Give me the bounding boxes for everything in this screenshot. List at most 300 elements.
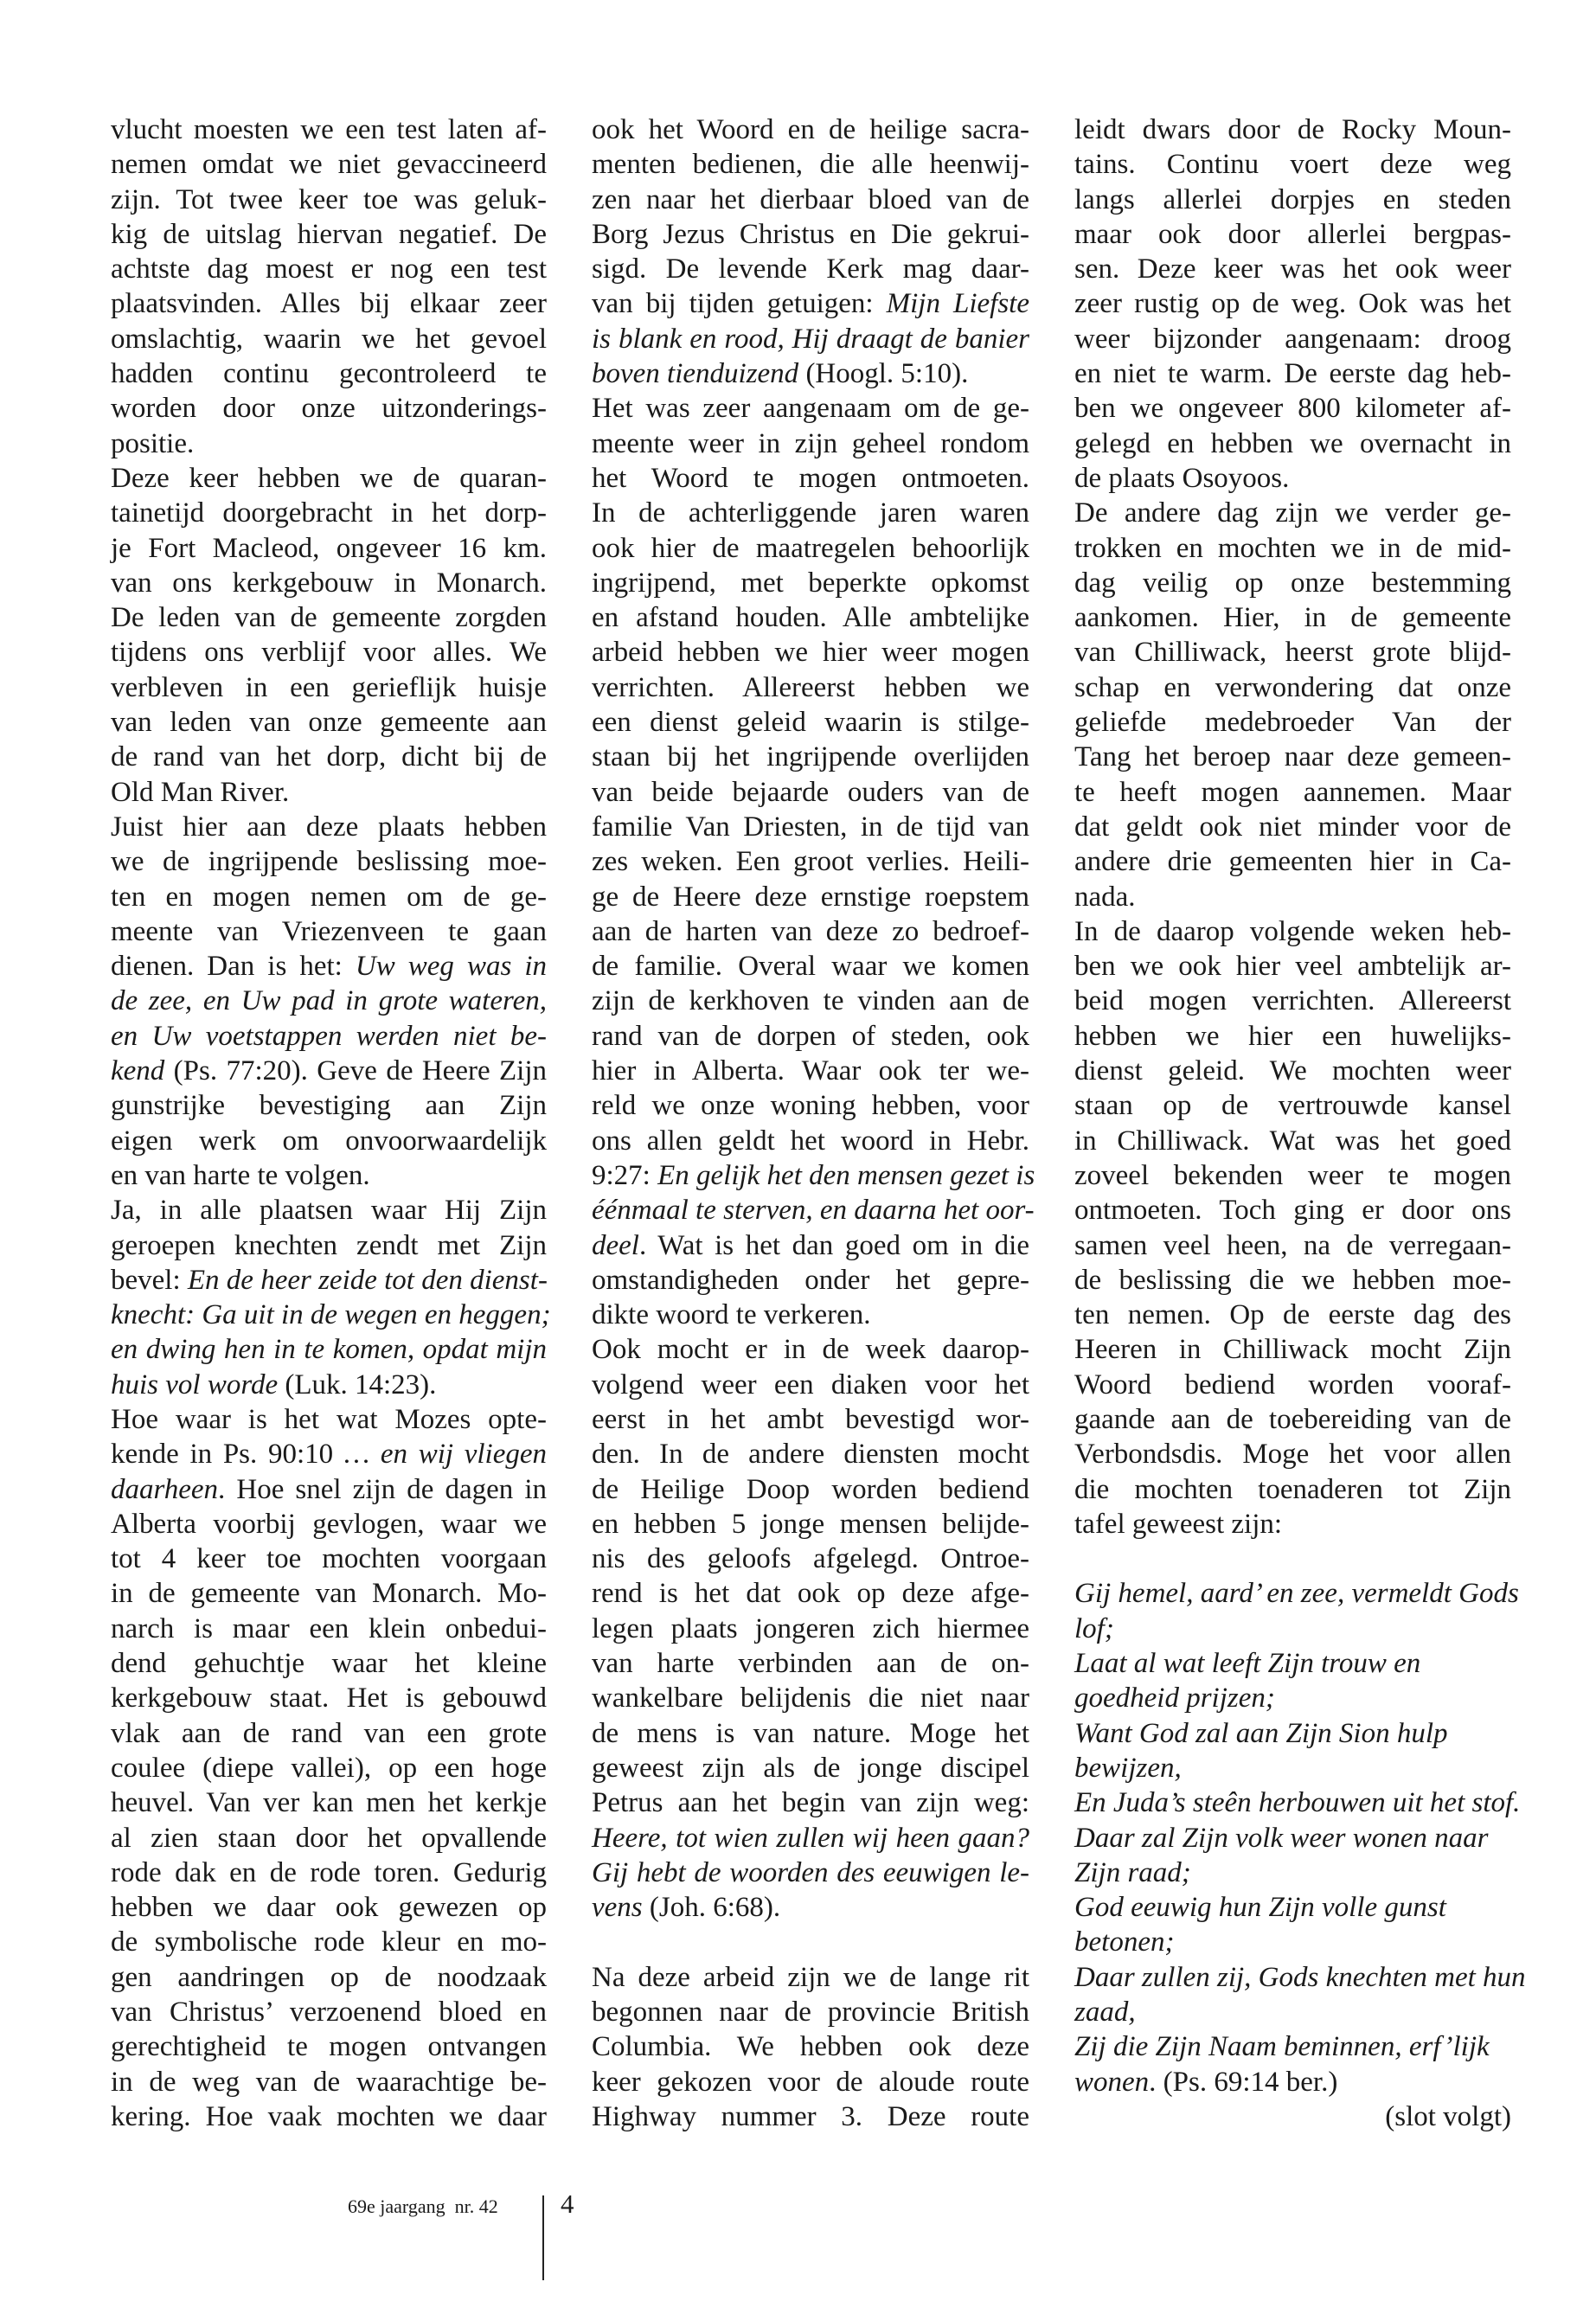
text-run: zen naar het dierbaar bloed van de: [592, 183, 1029, 215]
text-line: [592, 1821, 1029, 1856]
paragraph: [1074, 112, 1511, 496]
text-run: Borg Jezus Christus en Die gekrui-: [592, 218, 1029, 250]
text-line: [1074, 1472, 1511, 1507]
text-line: [592, 1158, 1035, 1193]
text-line: [1074, 112, 1511, 147]
italic-quote: Zij die Zijn Naam beminnen, erf’lijk: [1074, 2031, 1490, 2063]
text-run: van bij tijden getuigen:: [592, 288, 887, 320]
text-run: rend is het dat ook op deze afge-: [592, 1578, 1029, 1610]
text-run: De andere dag zijn we verder ge-: [1074, 497, 1511, 529]
text-run: ten nemen. Op de eerste dag des: [1074, 1299, 1511, 1331]
text-line: [111, 635, 547, 670]
text-run: staan op de vertrouwde kansel: [1074, 1090, 1511, 1122]
text-line: [1074, 635, 1511, 670]
text-run: samen veel heen, na de verregaan-: [1074, 1229, 1511, 1261]
text-line: [111, 1228, 547, 1263]
continuation-note: [1074, 2099, 1511, 2134]
text-run: kig de uitslag hiervan negatief. De: [111, 218, 547, 250]
text-line: [592, 600, 1029, 635]
text-run: menten bedienen, die alle heenwij-: [592, 149, 1029, 181]
text-run: heuvel. Van ver kan men het kerkje: [111, 1787, 547, 1819]
italic-quote: knecht: Ga uit in de wegen en heggen;: [111, 1299, 551, 1331]
paragraph-gap: [1074, 1541, 1511, 1576]
text-run: Tang het beroep naar deze gemeen-: [1074, 741, 1511, 773]
text-run: langs allerlei dorpjes en steden: [1074, 183, 1511, 215]
quoted-verse: [1074, 1576, 1526, 2099]
text-run: een dienst geleid waarin is stilge-: [592, 707, 1029, 739]
text-run: coulee (diepe vallei), op een hoge: [111, 1752, 547, 1784]
text-line: [1074, 670, 1511, 705]
text-run: zoveel bekenden weer te mogen: [1074, 1159, 1511, 1191]
italic-quote: éénmaal te sterven, en daarna het oor-: [592, 1195, 1035, 1227]
text-line: [1074, 1019, 1511, 1054]
text-run: tainetijd doorgebracht in het dorp-: [111, 497, 547, 529]
paragraph: [111, 810, 547, 1193]
text-run: leidt dwars door de Rocky Moun-: [1074, 114, 1511, 145]
text-run: eigen werk om onvoorwaardelijk: [111, 1125, 547, 1157]
text-line: [1074, 1925, 1511, 1959]
italic-quote: Want God zal aan Zijn Sion hulp: [1074, 1717, 1448, 1749]
text-run: dag veilig op onze bestemming: [1074, 567, 1511, 599]
text-run: van leden van onze gemeente aan: [111, 707, 547, 739]
text-line: [111, 775, 547, 810]
text-line: [1074, 1995, 1511, 2029]
text-line: [592, 1785, 1029, 1820]
text-line: [592, 1193, 1035, 1227]
italic-quote: bewijzen,: [1074, 1752, 1182, 1784]
text-line: [592, 1960, 1029, 1995]
text-run: de Heilige Doop worden bediend: [592, 1473, 1029, 1505]
text-run: meente van Vriezenveen te gaan: [111, 915, 547, 947]
text-run: familie Van Driesten, in de tijd van: [592, 811, 1029, 843]
text-run: andere drie gemeenten hier in Ca-: [1074, 846, 1511, 878]
text-line: [1074, 531, 1511, 566]
text-run: kering. Hoe vaak mochten we daar: [111, 2100, 547, 2132]
text-run: volgend weer een diaken voor het: [592, 1368, 1029, 1400]
italic-quote: deel: [592, 1229, 639, 1261]
text-line: [1074, 183, 1511, 217]
text-line: [1074, 2099, 1511, 2134]
text-line: [111, 844, 547, 879]
italic-quote: en Uw voetstappen werden niet be-: [111, 1020, 547, 1052]
italic-quote: daarheen: [111, 1473, 219, 1505]
paragraph: [1074, 914, 1511, 1541]
text-line: [592, 322, 1029, 356]
text-run: Alberta voorbij gevlogen, waar we: [111, 1508, 547, 1540]
text-run: zijn. Tot twee keer toe was geluk-: [111, 183, 547, 215]
text-line: [592, 1402, 1029, 1437]
text-line: [592, 112, 1029, 147]
text-run: ten en mogen nemen om de ge-: [111, 881, 547, 913]
text-line: [1074, 1960, 1526, 1995]
text-line: [1074, 1716, 1511, 1751]
text-line: [592, 1228, 1029, 1263]
text-run: zijn de kerkhoven te vinden aan de: [592, 985, 1029, 1017]
text-line: [111, 1437, 547, 1471]
text-line: [592, 1019, 1029, 1054]
text-line: [111, 740, 547, 774]
paragraph: [592, 391, 1035, 1332]
italic-quote: goedheid prijzen;: [1074, 1682, 1275, 1715]
text-line: [592, 1890, 1029, 1925]
text-line: [1074, 461, 1511, 496]
text-line: [592, 775, 1029, 810]
text-line: [592, 1751, 1029, 1785]
italic-quote: Daar zullen zij, Gods knechten met hun: [1074, 1961, 1526, 1993]
text-run: dienst geleid. We mochten weer: [1074, 1055, 1511, 1087]
text-run: de rand van het dorp, dicht bij de: [111, 741, 547, 773]
paragraph: [111, 461, 547, 810]
text-line: [592, 740, 1029, 774]
text-line: [1074, 844, 1511, 879]
paragraph: [111, 1402, 547, 2134]
text-line: [111, 2029, 547, 2064]
text-run: geliefde medebroeder Van der: [1074, 707, 1511, 739]
text-line: [1074, 426, 1511, 461]
text-line: [592, 183, 1029, 217]
text-line: [1074, 1785, 1521, 1820]
text-run: wankelbare belijdenis die niet naar: [592, 1682, 1029, 1715]
text-run: meente weer in zijn geheel rondom: [592, 427, 1029, 459]
text-line: [111, 1263, 547, 1298]
italic-quote: … en wij vliegen: [343, 1439, 547, 1471]
text-line: [111, 1576, 547, 1611]
italic-quote: en dwing hen in te komen, opdat mijn: [111, 1334, 547, 1366]
italic-quote: Daar zal Zijn volk weer wonen naar: [1074, 1822, 1489, 1854]
text-line: [111, 286, 547, 321]
text-run: omslachtig, waarin we het gevoel: [111, 323, 547, 355]
text-line: [111, 566, 547, 600]
text-line: [111, 1193, 547, 1227]
text-line: [592, 356, 1029, 391]
text-line: [111, 1925, 547, 1959]
text-line: [1074, 1646, 1511, 1681]
text-line: [592, 810, 1029, 844]
text-run: positie.: [111, 427, 195, 459]
text-line: [1074, 2029, 1511, 2064]
text-line: [592, 1716, 1029, 1751]
text-line: [111, 1856, 547, 1890]
text-line: [111, 1124, 547, 1158]
text-run: 9:27:: [592, 1159, 658, 1191]
text-line: [1074, 880, 1511, 914]
text-run: de familie. Overal waar we komen: [592, 951, 1029, 983]
text-run: Heeren in Chilliwack mocht Zijn: [1074, 1334, 1511, 1366]
italic-quote: Heere, tot wien zullen wij heen gaan?: [592, 1822, 1029, 1854]
text-line: [111, 147, 547, 182]
text-run: in de gemeente van Monarch. Mo-: [111, 1578, 547, 1610]
page-number: 4: [561, 2189, 574, 2219]
text-run: arbeid hebben we hier weer mogen: [592, 637, 1029, 669]
text-run: achtste dag moest er nog een test: [111, 253, 547, 285]
text-line: [111, 1541, 547, 1576]
text-line: [111, 322, 547, 356]
text-run: Ook mocht er in de week daarop-: [592, 1334, 1029, 1366]
text-run: de mens is van nature. Moge het: [592, 1717, 1029, 1749]
text-run: van ons kerkgebouw in Monarch.: [111, 567, 547, 599]
text-line: [111, 1960, 547, 1995]
text-line: [592, 217, 1029, 252]
column-1: [111, 112, 551, 2134]
text-run: (Luk. 14:23).: [278, 1368, 437, 1400]
text-line: [111, 1507, 547, 1541]
text-line: [1074, 252, 1511, 286]
text-run: ook het Woord en de heilige sacra-: [592, 114, 1029, 145]
italic-quote: Gij hebt de woorden des eeuwigen le-: [592, 1856, 1029, 1888]
text-run: begonnen naar de provincie British: [592, 1997, 1029, 2029]
text-run: tafel geweest zijn:: [1074, 1508, 1283, 1540]
text-run: gen aandringen op de noodzaak: [111, 1961, 547, 1993]
text-line: [592, 2099, 1029, 2134]
text-line: [592, 252, 1029, 286]
text-line: [1074, 1751, 1511, 1785]
text-run: beid mogen verrichten. Allereerst: [1074, 985, 1511, 1017]
text-line: [111, 1368, 547, 1402]
text-run: ontmoeten. Toch ging er door ons: [1074, 1195, 1511, 1227]
text-run: sigd. De levende Kerk mag daar-: [592, 253, 1029, 285]
text-line: [592, 1472, 1029, 1507]
text-run: In de daarop volgende weken heb-: [1074, 915, 1511, 947]
text-run: . (Ps. 69:14 ber.): [1149, 2066, 1338, 2098]
text-line: [111, 1681, 547, 1715]
text-line: [1074, 1124, 1511, 1158]
text-line: [111, 2099, 547, 2134]
italic-quote: vens: [592, 1892, 643, 1924]
text-line: [1074, 1158, 1511, 1193]
text-run: je Fort Macleod, ongeveer 16 km.: [111, 532, 547, 564]
text-run: Ja, in alle plaatsen waar Hij Zijn: [111, 1195, 547, 1227]
text-line: [111, 810, 547, 844]
text-line: [111, 1019, 547, 1054]
text-line: [1074, 1612, 1511, 1646]
text-run: . Wat is het dan goed om in die: [638, 1229, 1029, 1261]
italic-quote: En de heer zeide tot den dienst-: [187, 1264, 548, 1296]
text-run: Highway nummer 3. Deze route: [592, 2100, 1029, 2132]
text-run: en van harte te volgen.: [111, 1159, 370, 1191]
text-run: . Hoe snel zijn de dagen in: [218, 1473, 547, 1505]
text-line: [1074, 1576, 1519, 1611]
text-run: nis des geloofs afgelegd. Ontroe-: [592, 1543, 1029, 1575]
text-line: [111, 670, 547, 705]
text-line: [111, 1332, 547, 1367]
text-line: [592, 670, 1029, 705]
text-run: en niet te warm. De eerste dag heb-: [1074, 358, 1511, 390]
italic-quote: En gelijk het den mensen gezet is: [657, 1159, 1035, 1191]
text-run: van Christus’ verzoenend bloed en: [111, 1997, 547, 2029]
text-line: [592, 1576, 1029, 1611]
text-line: [592, 566, 1029, 600]
text-line: [1074, 356, 1511, 391]
text-line: [1074, 147, 1511, 182]
text-line: [111, 1646, 547, 1681]
italic-quote: Gij hemel, aard’ en zee, vermeldt Gods: [1074, 1578, 1519, 1610]
text-run: staan bij het ingrijpende overlijden: [592, 741, 1029, 773]
text-run: zeer rustig op de weg. Ook was het: [1074, 288, 1511, 320]
italic-quote: Laat al wat leeft Zijn trouw en: [1074, 1648, 1421, 1680]
text-line: [1074, 1821, 1511, 1856]
text-run: ben we ongeveer 800 kilometer af-: [1074, 393, 1511, 425]
italic-quote: is blank en rood, Hij draagt de banier: [592, 323, 1029, 355]
text-run: dikte woord te verkeren.: [592, 1299, 871, 1331]
text-line: [592, 391, 1029, 426]
italic-quote: boven tienduizend: [592, 358, 799, 390]
italic-quote: Uw weg was in: [355, 951, 548, 983]
text-line: [111, 1890, 547, 1925]
text-line: [111, 183, 547, 217]
text-line: [592, 1507, 1029, 1541]
text-run: hadden continu gecontroleerd te: [111, 358, 547, 390]
text-run: trokken en mochten we in de mid-: [1074, 532, 1511, 564]
text-line: [592, 1054, 1029, 1088]
text-run: hebben we daar ook gewezen op: [111, 1892, 547, 1924]
text-run: bevel:: [111, 1264, 188, 1296]
italic-quote: wonen: [1074, 2066, 1150, 2098]
text-run: van harte verbinden aan de on-: [592, 1648, 1029, 1680]
text-run: Deze keer hebben we de quaran-: [111, 462, 547, 494]
paragraph: [111, 112, 547, 461]
text-run: kende in Ps. 90:10: [111, 1439, 344, 1471]
text-line: [111, 600, 547, 635]
text-run: maar ook door allerlei bergpas-: [1074, 218, 1511, 250]
text-line: [1074, 1332, 1511, 1367]
text-line: [1074, 217, 1511, 252]
text-run: dend gehuchtje waar het kleine: [111, 1648, 547, 1680]
text-line: [1074, 1228, 1511, 1263]
text-line: [111, 217, 547, 252]
italic-quote: Mijn Liefste: [886, 288, 1029, 320]
text-line: [1074, 1263, 1511, 1298]
column-3: [1074, 112, 1526, 2134]
text-line: [111, 1821, 547, 1856]
text-line: [592, 1681, 1029, 1715]
text-line: [592, 914, 1029, 949]
text-run: eerst in het ambt bevestigd wor-: [592, 1403, 1029, 1435]
text-run: dienen. Dan is het:: [111, 951, 356, 983]
text-line: [592, 2065, 1029, 2099]
text-line: [1074, 914, 1511, 949]
italic-quote: zaad,: [1074, 1997, 1136, 2029]
text-line: [592, 1332, 1029, 1367]
text-run: De leden van de gemeente zorgden: [111, 602, 547, 634]
text-line: [1074, 1368, 1511, 1402]
text-run: worden door onze uitzonderings-: [111, 393, 547, 425]
text-line: [1074, 775, 1511, 810]
text-run: ons allen geldt het woord in Hebr.: [592, 1125, 1029, 1157]
text-run: we de ingrijpende beslissing moe-: [111, 846, 547, 878]
text-line: [1074, 1298, 1511, 1332]
italic-quote: betonen;: [1074, 1926, 1175, 1958]
text-run: ben we ook hier veel ambtelijk ar-: [1074, 951, 1511, 983]
text-run: de plaats Osoyoos.: [1074, 462, 1290, 494]
text-run: rand van de dorpen of steden, ook: [592, 1020, 1029, 1052]
text-line: [592, 984, 1029, 1018]
text-line: [1074, 286, 1511, 321]
text-line: [592, 880, 1029, 914]
text-line: [1074, 705, 1511, 740]
text-line: [111, 356, 547, 391]
text-run: rode dak en de rode toren. Gedurig: [111, 1856, 547, 1888]
text-run: en afstand houden. Alle ambtelijke: [592, 602, 1029, 634]
text-run: Hoe waar is het wat Mozes opte-: [111, 1403, 547, 1435]
text-run: sen. Deze keer was het ook weer: [1074, 253, 1511, 285]
text-run: in de weg van de waarachtige be-: [111, 2066, 547, 2098]
text-run: vlak aan de rand van een grote: [111, 1717, 547, 1749]
text-run: hebben we hier een huwelijks-: [1074, 1020, 1511, 1052]
text-run: tot 4 keer toe mochten voorgaan: [111, 1543, 547, 1575]
text-line: [1074, 740, 1511, 774]
text-run: die mochten toenaderen tot Zijn: [1074, 1473, 1511, 1505]
text-line: [111, 496, 547, 530]
text-run: kerkgebouw staat. Het is gebouwd: [111, 1682, 547, 1715]
text-run: (Ps. 77:20). Geve de Heere Zijn: [164, 1055, 547, 1087]
text-run: Het was zeer aangenaam om de ge-: [592, 393, 1029, 425]
italic-quote: En Juda’s steên herbouwen uit het stof.: [1074, 1787, 1521, 1819]
text-run: te heeft mogen aannemen. Maar: [1074, 776, 1511, 808]
text-line: [592, 426, 1029, 461]
text-line: [111, 1472, 547, 1507]
text-line: [1074, 810, 1511, 844]
text-line: [592, 1995, 1029, 2029]
italic-quote: kend: [111, 1055, 165, 1087]
text-run: keer gekozen voor de aloude route: [592, 2066, 1029, 2098]
paragraph: [1074, 496, 1511, 914]
text-line: [111, 391, 547, 426]
paragraph-gap: [592, 1925, 1029, 1959]
italic-quote: Zijn raad;: [1074, 1856, 1191, 1888]
text-line: [592, 1088, 1029, 1123]
text-run: plaatsvinden. Alles bij elkaar zeer: [111, 288, 547, 320]
text-run: nada.: [1074, 881, 1136, 913]
text-line: [592, 286, 1029, 321]
text-run: omstandigheden onder het gepre-: [592, 1264, 1029, 1296]
text-line: [592, 705, 1029, 740]
text-line: [111, 1995, 547, 2029]
text-run: Petrus aan het begin van zijn weg:: [592, 1787, 1029, 1819]
text-line: [592, 1368, 1029, 1402]
text-line: [1074, 1088, 1511, 1123]
text-line: [111, 252, 547, 286]
text-line: [111, 2065, 547, 2099]
text-run: gaande aan de toebereiding van de: [1074, 1403, 1511, 1435]
text-line: [111, 461, 547, 496]
text-run: narch is maar een klein onbedui-: [111, 1612, 547, 1644]
text-run: ingrijpend, met beperkte opkomst: [592, 567, 1029, 599]
text-line: [592, 949, 1029, 984]
text-run: tijdens ons verblijf voor alles. We: [111, 637, 547, 669]
text-line: [592, 1646, 1029, 1681]
text-line: [1074, 1507, 1511, 1541]
text-run: de symbolische rode kleur en mo-: [111, 1926, 547, 1958]
text-line: [1074, 1437, 1511, 1471]
text-line: [111, 880, 547, 914]
text-run: al zien staan door het opvallende: [111, 1822, 547, 1854]
text-line: [111, 1716, 547, 1751]
text-run: van Chilliwack, heerst grote blijd-: [1074, 637, 1511, 669]
text-line: [592, 531, 1029, 566]
text-line: [111, 705, 547, 740]
text-run: de beslissing die we hebben moe-: [1074, 1264, 1511, 1296]
text-run: verbleven in een gerieflijk huisje: [111, 671, 547, 703]
text-line: [592, 1298, 1029, 1332]
text-line: [1074, 949, 1511, 984]
text-line: [111, 112, 547, 147]
footer-divider: [542, 2195, 544, 2280]
text-line: [111, 1785, 547, 1820]
text-run: hier in Alberta. Waar ook ter we-: [592, 1055, 1029, 1087]
text-line: [111, 1402, 547, 1437]
text-run: (Hoogl. 5:10).: [798, 358, 969, 390]
text-run: aan de harten van deze zo bedroef-: [592, 915, 1029, 947]
